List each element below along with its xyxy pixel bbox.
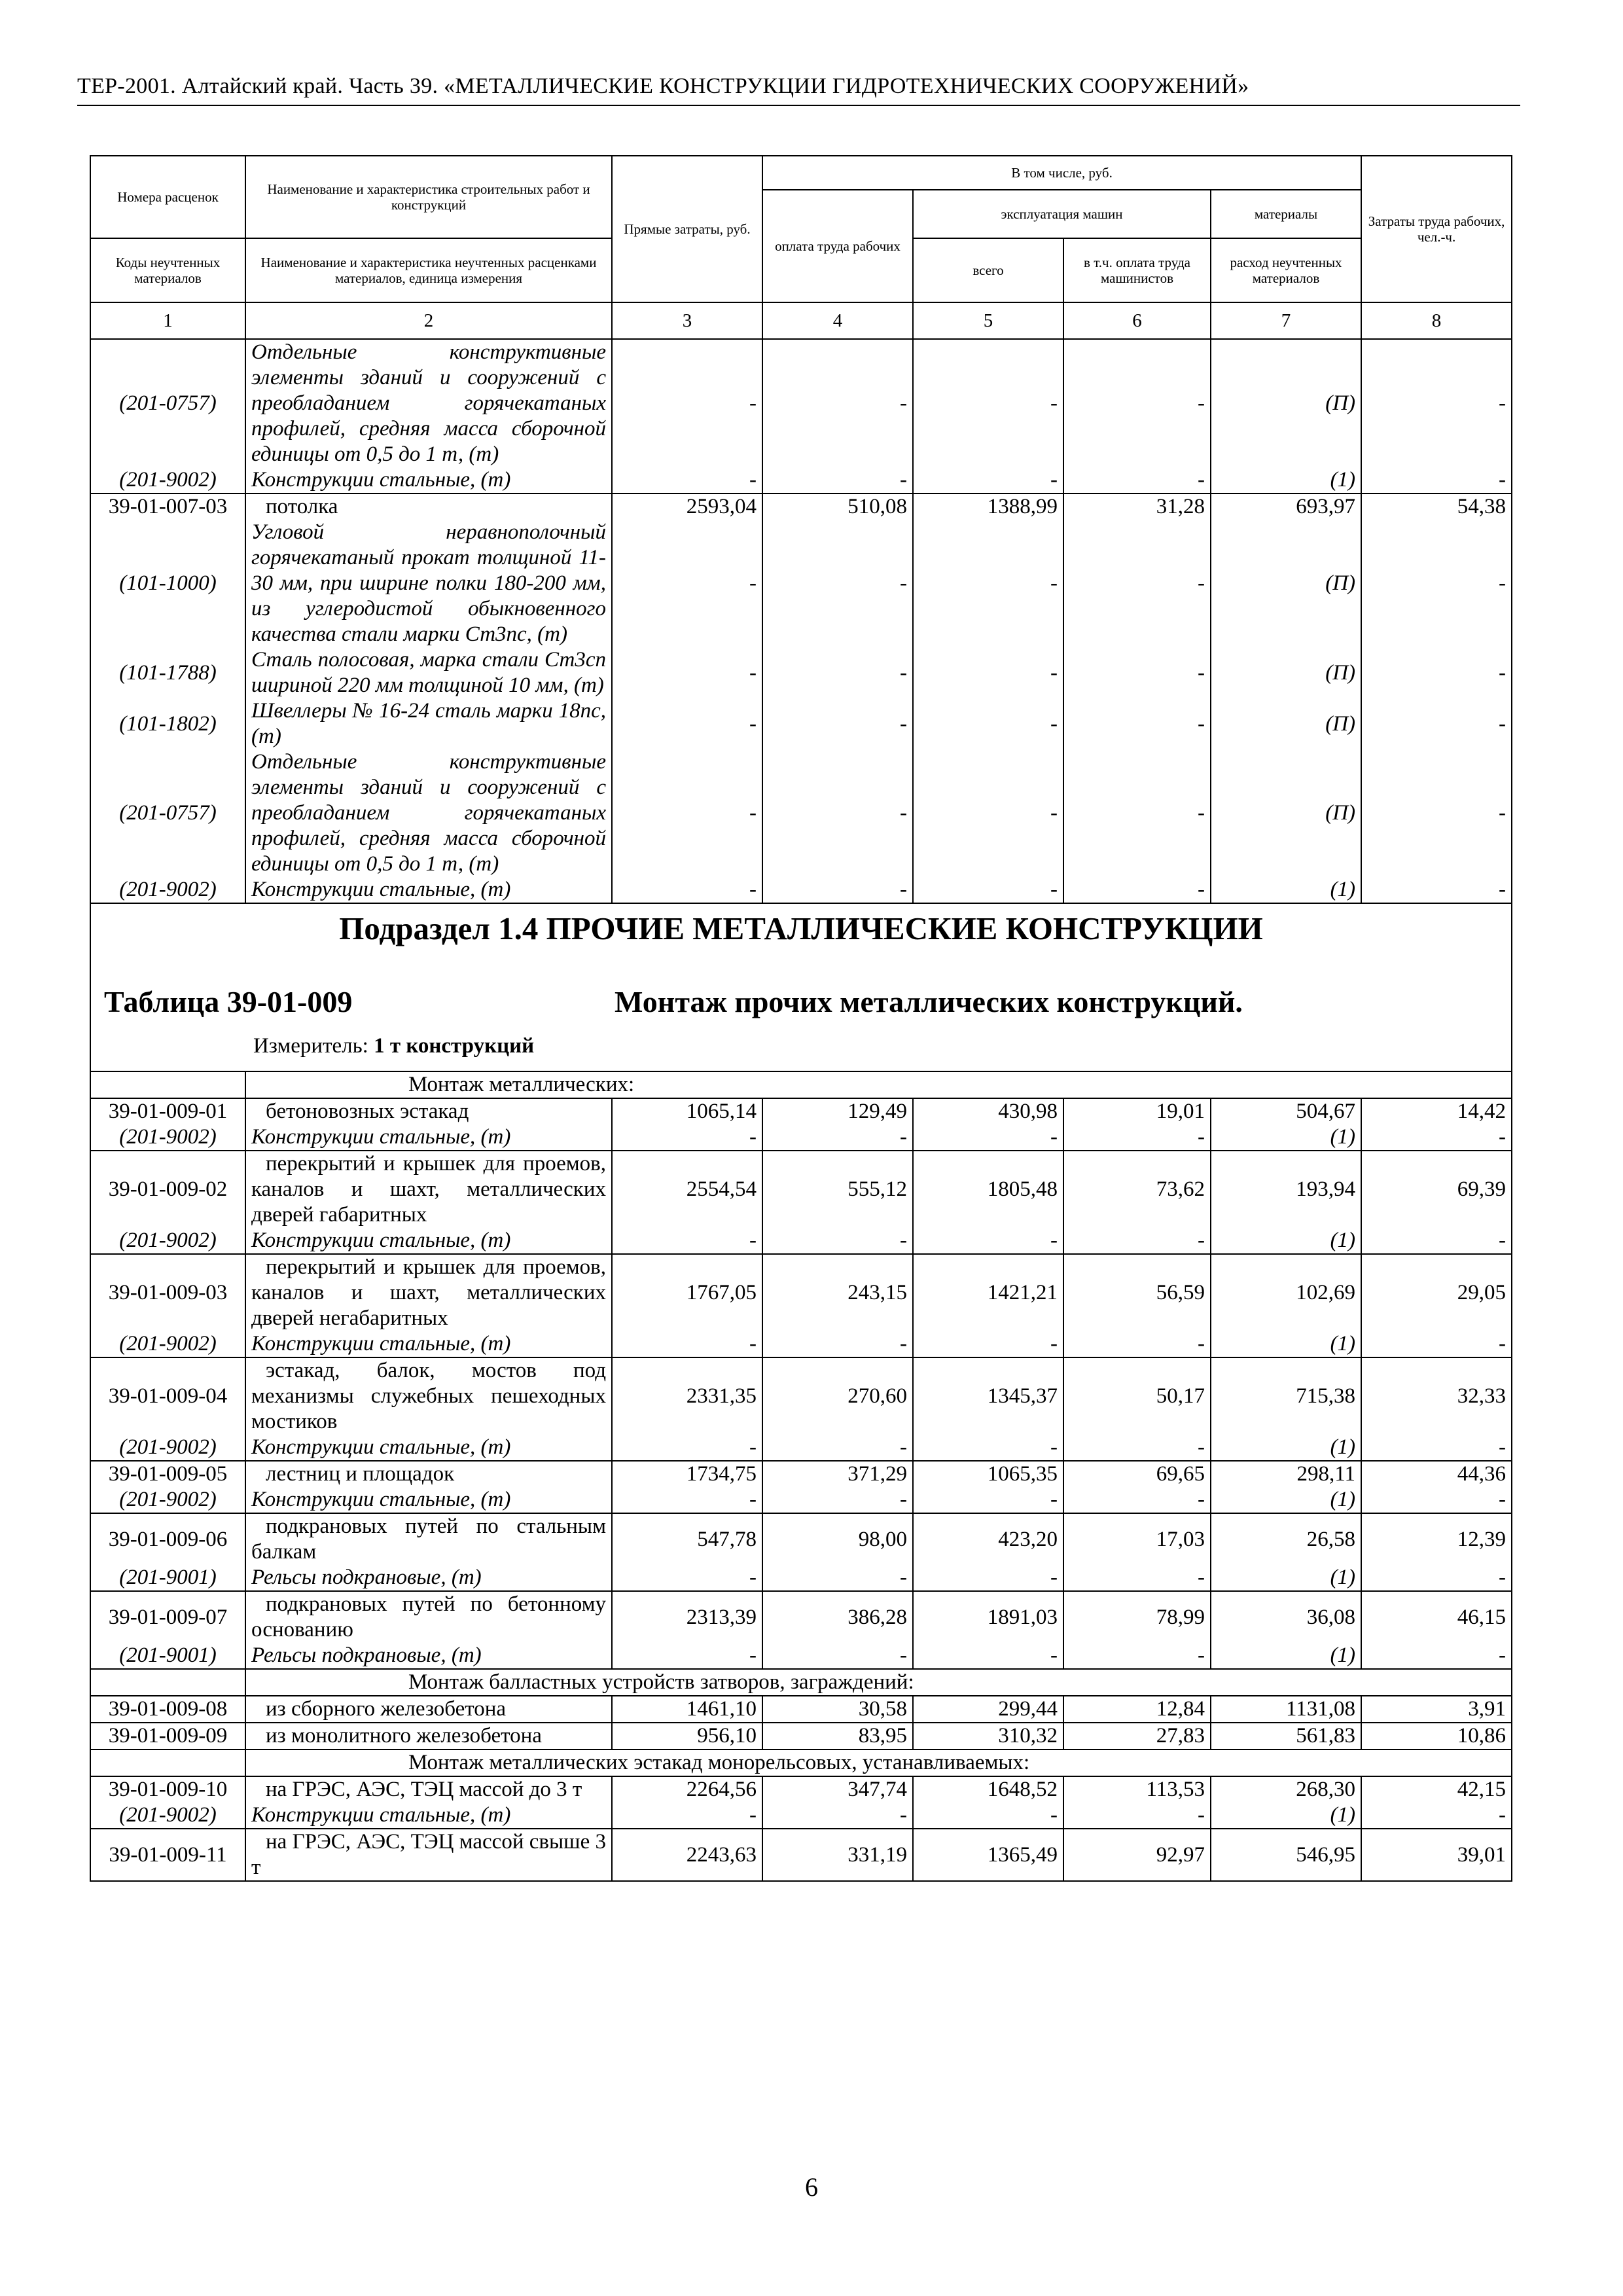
- value-cell: -: [612, 520, 762, 647]
- col-direct: Прямые затраты, руб.: [612, 156, 762, 302]
- table-header: [90, 156, 1512, 339]
- material-code: (201-9001): [90, 1565, 245, 1591]
- group-spacer: [90, 1071, 245, 1098]
- value-cell: 430,98: [913, 1098, 1063, 1124]
- material-name: Швеллеры № 16-24 сталь марки 18пс, (т): [245, 698, 612, 749]
- value-cell: -: [1063, 1565, 1211, 1591]
- rate-code: 39-01-009-03: [90, 1254, 245, 1331]
- col-code-bottom: Коды неучтенных материалов: [90, 238, 245, 302]
- rate-code: 39-01-009-04: [90, 1357, 245, 1435]
- value-cell: -: [1361, 1331, 1512, 1357]
- rate-code: 39-01-009-07: [90, 1591, 245, 1643]
- value-cell: 69,39: [1361, 1151, 1512, 1228]
- table-body-top: [90, 339, 1512, 903]
- value-cell: 44,36: [1361, 1461, 1512, 1487]
- value-cell: 3,91: [1361, 1696, 1512, 1723]
- value-cell: -: [1361, 698, 1512, 749]
- value-cell: -: [1063, 1331, 1211, 1357]
- value-cell: 510,08: [762, 493, 913, 520]
- rate-row: [90, 1829, 1512, 1881]
- rate-row: [90, 1776, 1512, 1803]
- rate-row: [90, 1098, 1512, 1124]
- group-heading-row: [90, 1071, 1512, 1098]
- work-name: перекрытий и крышек для проемов, каналов и шахт, металлических дверей негабаритных: [245, 1254, 612, 1331]
- value-cell: 331,19: [762, 1829, 913, 1881]
- value-cell: -: [1361, 339, 1512, 467]
- resource-row: [90, 647, 1512, 698]
- value-cell: -: [612, 877, 762, 903]
- value-cell: 26,58: [1211, 1513, 1361, 1565]
- col-name-top: Наименование и характеристика строительных работ и конструкций: [245, 156, 612, 238]
- material-code: (201-0757): [90, 749, 245, 877]
- value-cell: -: [1361, 1643, 1512, 1669]
- material-name: Конструкции стальные, (т): [245, 1803, 612, 1829]
- resource-row: [90, 467, 1512, 493]
- col-number: 8: [1361, 302, 1512, 339]
- value-cell: 423,20: [913, 1513, 1063, 1565]
- value-cell: -: [1361, 1487, 1512, 1513]
- value-cell: (1): [1211, 1565, 1361, 1591]
- value-cell: 547,78: [612, 1513, 762, 1565]
- rate-code: 39-01-009-02: [90, 1151, 245, 1228]
- value-cell: 1734,75: [612, 1461, 762, 1487]
- value-cell: -: [612, 467, 762, 493]
- value-cell: -: [1361, 1565, 1512, 1591]
- value-cell: 31,28: [1063, 493, 1211, 520]
- subsection-title: Подраздел 1.4 ПРОЧИЕ МЕТАЛЛИЧЕСКИЕ КОНСТРУКЦИИ: [339, 910, 1263, 946]
- value-cell: -: [913, 1435, 1063, 1461]
- value-cell: 243,15: [762, 1254, 913, 1331]
- value-cell: 39,01: [1361, 1829, 1512, 1881]
- material-name: Рельсы подкрановые, (т): [245, 1643, 612, 1669]
- material-code: (201-9002): [90, 1124, 245, 1151]
- value-cell: 956,10: [612, 1723, 762, 1749]
- value-cell: 268,30: [1211, 1776, 1361, 1803]
- work-name: из монолитного железобетона: [245, 1723, 612, 1749]
- material-code: (201-9002): [90, 877, 245, 903]
- value-cell: 102,69: [1211, 1254, 1361, 1331]
- meter-label: Измеритель:: [253, 1034, 368, 1058]
- value-cell: (П): [1211, 339, 1361, 467]
- value-cell: 83,95: [762, 1723, 913, 1749]
- value-cell: 386,28: [762, 1591, 913, 1643]
- value-cell: 1365,49: [913, 1829, 1063, 1881]
- value-cell: 1767,05: [612, 1254, 762, 1331]
- value-cell: 555,12: [762, 1151, 913, 1228]
- rate-code: 39-01-009-09: [90, 1723, 245, 1749]
- value-cell: 14,42: [1361, 1098, 1512, 1124]
- value-cell: 2264,56: [612, 1776, 762, 1803]
- col-machines-total: всего: [913, 238, 1063, 302]
- value-cell: 715,38: [1211, 1357, 1361, 1435]
- col-number: 4: [762, 302, 913, 339]
- value-cell: 1421,21: [913, 1254, 1063, 1331]
- rate-code: 39-01-009-05: [90, 1461, 245, 1487]
- rate-row: [90, 1591, 1512, 1643]
- value-cell: 2593,04: [612, 493, 762, 520]
- value-cell: 1648,52: [913, 1776, 1063, 1803]
- value-cell: 29,05: [1361, 1254, 1512, 1331]
- value-cell: 73,62: [1063, 1151, 1211, 1228]
- work-name: на ГРЭС, АЭС, ТЭЦ массой свыше 3 т: [245, 1829, 612, 1881]
- rate-row: [90, 1151, 1512, 1228]
- value-cell: (1): [1211, 1228, 1361, 1254]
- value-cell: (П): [1211, 698, 1361, 749]
- value-cell: 42,15: [1361, 1776, 1512, 1803]
- col-materials-expense: расход неучтенных материалов: [1211, 238, 1361, 302]
- value-cell: -: [1361, 749, 1512, 877]
- col-machines: эксплуатация машин: [913, 190, 1211, 238]
- value-cell: -: [1361, 520, 1512, 647]
- value-cell: -: [1361, 1435, 1512, 1461]
- value-cell: 113,53: [1063, 1776, 1211, 1803]
- value-cell: -: [913, 1803, 1063, 1829]
- value-cell: -: [612, 1643, 762, 1669]
- rate-code: 39-01-009-01: [90, 1098, 245, 1124]
- resource-row: [90, 520, 1512, 647]
- value-cell: -: [913, 520, 1063, 647]
- value-cell: -: [762, 467, 913, 493]
- col-materials: материалы: [1211, 190, 1361, 238]
- resource-row: [90, 1124, 1512, 1151]
- meter-line: [253, 1033, 534, 1059]
- value-cell: -: [913, 647, 1063, 698]
- value-cell: -: [1361, 1803, 1512, 1829]
- value-cell: -: [1063, 1803, 1211, 1829]
- value-cell: 92,97: [1063, 1829, 1211, 1881]
- value-cell: 27,83: [1063, 1723, 1211, 1749]
- value-cell: -: [762, 1228, 913, 1254]
- value-cell: 2554,54: [612, 1151, 762, 1228]
- group-heading: Монтаж балластных устройств затворов, заграждений:: [245, 1669, 1512, 1696]
- value-cell: -: [1063, 520, 1211, 647]
- work-name: бетоновозных эстакад: [245, 1098, 612, 1124]
- value-cell: -: [1063, 1228, 1211, 1254]
- rate-code: 39-01-007-03: [90, 493, 245, 520]
- rate-row: [90, 1254, 1512, 1331]
- value-cell: -: [913, 467, 1063, 493]
- resource-row: [90, 877, 1512, 903]
- value-cell: 56,59: [1063, 1254, 1211, 1331]
- value-cell: -: [612, 647, 762, 698]
- value-cell: (1): [1211, 1331, 1361, 1357]
- rate-code: 39-01-009-10: [90, 1776, 245, 1803]
- value-cell: (1): [1211, 1435, 1361, 1461]
- rate-row: [90, 1723, 1512, 1749]
- value-cell: 270,60: [762, 1357, 913, 1435]
- resource-row: [90, 1803, 1512, 1829]
- value-cell: (1): [1211, 467, 1361, 493]
- value-cell: -: [762, 877, 913, 903]
- resource-row: [90, 1228, 1512, 1254]
- value-cell: -: [1063, 877, 1211, 903]
- value-cell: 2313,39: [612, 1591, 762, 1643]
- section-block: [90, 903, 1512, 1071]
- value-cell: 1065,14: [612, 1098, 762, 1124]
- value-cell: 193,94: [1211, 1151, 1361, 1228]
- value-cell: -: [1063, 1643, 1211, 1669]
- col-machines-labor: в т.ч. оплата труда машинистов: [1063, 238, 1211, 302]
- material-name: Конструкции стальные, (т): [245, 1228, 612, 1254]
- col-labor-pay: оплата труда рабочих: [762, 190, 913, 302]
- value-cell: -: [612, 1228, 762, 1254]
- value-cell: (1): [1211, 877, 1361, 903]
- work-name: лестниц и площадок: [245, 1461, 612, 1487]
- material-code: (201-9001): [90, 1643, 245, 1669]
- value-cell: -: [762, 1331, 913, 1357]
- value-cell: -: [1063, 1435, 1211, 1461]
- value-cell: 98,00: [762, 1513, 913, 1565]
- resource-row: [90, 1435, 1512, 1461]
- value-cell: -: [1063, 1487, 1211, 1513]
- col-name-bottom: Наименование и характеристика неучтенных расценками материалов, единица измерения: [245, 238, 612, 302]
- material-name: Конструкции стальные, (т): [245, 1487, 612, 1513]
- col-number: 6: [1063, 302, 1211, 339]
- group-heading-row: [90, 1669, 1512, 1696]
- value-cell: 69,65: [1063, 1461, 1211, 1487]
- value-cell: -: [762, 1435, 913, 1461]
- value-cell: -: [913, 1487, 1063, 1513]
- col-labor-cost: Затраты труда рабочих, чел.-ч.: [1361, 156, 1512, 302]
- work-name: эстакад, балок, мостов под механизмы служебных пешеходных мостиков: [245, 1357, 612, 1435]
- table-title: Монтаж прочих металлических конструкций.: [615, 985, 1243, 1018]
- material-code: (101-1788): [90, 647, 245, 698]
- value-cell: -: [762, 749, 913, 877]
- value-cell: -: [913, 339, 1063, 467]
- group-heading: Монтаж металлических:: [245, 1071, 1512, 1098]
- resource-row: [90, 1565, 1512, 1591]
- value-cell: 1461,10: [612, 1696, 762, 1723]
- material-name: Конструкции стальные, (т): [245, 1124, 612, 1151]
- value-cell: 561,83: [1211, 1723, 1361, 1749]
- value-cell: 78,99: [1063, 1591, 1211, 1643]
- value-cell: (1): [1211, 1487, 1361, 1513]
- value-cell: -: [612, 1435, 762, 1461]
- value-cell: (1): [1211, 1643, 1361, 1669]
- rate-row: [90, 1513, 1512, 1565]
- resource-row: [90, 1643, 1512, 1669]
- value-cell: -: [762, 647, 913, 698]
- value-cell: -: [913, 749, 1063, 877]
- material-code: (201-9002): [90, 1803, 245, 1829]
- value-cell: -: [612, 1487, 762, 1513]
- col-number: 5: [913, 302, 1063, 339]
- value-cell: 1891,03: [913, 1591, 1063, 1643]
- rate-code: 39-01-009-11: [90, 1829, 245, 1881]
- col-code-top: Номера расценок: [90, 156, 245, 238]
- value-cell: 693,97: [1211, 493, 1361, 520]
- group-heading: Монтаж металлических эстакад монорельсовых, устанавливаемых:: [245, 1749, 1512, 1776]
- value-cell: 2331,35: [612, 1357, 762, 1435]
- value-cell: 546,95: [1211, 1829, 1361, 1881]
- material-code: (201-9002): [90, 1331, 245, 1357]
- rates-table: [90, 155, 1512, 1882]
- value-cell: -: [1063, 467, 1211, 493]
- group-heading-row: [90, 1749, 1512, 1776]
- group-spacer: [90, 1749, 245, 1776]
- value-cell: 129,49: [762, 1098, 913, 1124]
- page-number: 6: [805, 2172, 818, 2202]
- work-name: подкрановых путей по стальным балкам: [245, 1513, 612, 1565]
- material-name: Конструкции стальные, (т): [245, 1331, 612, 1357]
- group-spacer: [90, 1669, 245, 1696]
- work-name: на ГРЭС, АЭС, ТЭЦ массой до 3 т: [245, 1776, 612, 1803]
- material-name: Конструкции стальные, (т): [245, 467, 612, 493]
- value-cell: -: [612, 339, 762, 467]
- value-cell: 50,17: [1063, 1357, 1211, 1435]
- material-name: Угловой неравнополочный горячекатаный прокат толщиной 11-30 мм, при ширине полки 180-200 мм, из углеродистой обыкновенного качества стали марки Ст3пс, (т): [245, 520, 612, 647]
- work-name: перекрытий и крышек для проемов, каналов и шахт, металлических дверей габаритных: [245, 1151, 612, 1228]
- value-cell: -: [1361, 467, 1512, 493]
- value-cell: -: [913, 1331, 1063, 1357]
- value-cell: -: [1063, 339, 1211, 467]
- value-cell: 32,33: [1361, 1357, 1512, 1435]
- resource-row: [90, 339, 1512, 467]
- value-cell: 1805,48: [913, 1151, 1063, 1228]
- value-cell: -: [1361, 647, 1512, 698]
- value-cell: (П): [1211, 749, 1361, 877]
- value-cell: (П): [1211, 647, 1361, 698]
- meter-value: 1 т конструкций: [374, 1034, 535, 1058]
- value-cell: 1345,37: [913, 1357, 1063, 1435]
- value-cell: -: [913, 698, 1063, 749]
- value-cell: 10,86: [1361, 1723, 1512, 1749]
- value-cell: -: [612, 1803, 762, 1829]
- value-cell: -: [612, 698, 762, 749]
- resource-row: [90, 1487, 1512, 1513]
- material-name: Отдельные конструктивные элементы зданий и сооружений с преобладанием горячекатаных профилей, средняя масса сборочной единицы от 0,5 до 1 т, (т): [245, 339, 612, 467]
- material-code: (201-9002): [90, 1228, 245, 1254]
- material-code: (201-9002): [90, 467, 245, 493]
- value-cell: -: [612, 1565, 762, 1591]
- value-cell: -: [913, 1124, 1063, 1151]
- material-name: Конструкции стальные, (т): [245, 1435, 612, 1461]
- value-cell: 299,44: [913, 1696, 1063, 1723]
- work-name: подкрановых путей по бетонному основанию: [245, 1591, 612, 1643]
- table-body-bottom: [90, 1071, 1512, 1881]
- value-cell: -: [1361, 1228, 1512, 1254]
- material-code: (101-1802): [90, 698, 245, 749]
- value-cell: -: [762, 1643, 913, 1669]
- value-cell: 30,58: [762, 1696, 913, 1723]
- rate-code: 39-01-009-08: [90, 1696, 245, 1723]
- material-name: Отдельные конструктивные элементы зданий и сооружений с преобладанием горячекатаных профилей, средняя масса сборочной единицы от 0,5 до 1 т, (т): [245, 749, 612, 877]
- value-cell: -: [762, 1124, 913, 1151]
- value-cell: -: [762, 520, 913, 647]
- col-number: 7: [1211, 302, 1361, 339]
- table-number: Таблица 39-01-009: [104, 985, 353, 1018]
- value-cell: 46,15: [1361, 1591, 1512, 1643]
- rate-row: [90, 1461, 1512, 1487]
- work-name: из сборного железобетона: [245, 1696, 612, 1723]
- running-header: ТЕР-2001. Алтайский край. Часть 39. «МЕТАЛЛИЧЕСКИЕ КОНСТРУКЦИИ ГИДРОТЕХНИЧЕСКИХ СООРУЖЕНИЙ»: [77, 73, 1520, 106]
- value-cell: -: [762, 339, 913, 467]
- value-cell: 1388,99: [913, 493, 1063, 520]
- material-code: (201-9002): [90, 1435, 245, 1461]
- value-cell: -: [762, 698, 913, 749]
- rate-code: 39-01-009-06: [90, 1513, 245, 1565]
- value-cell: -: [612, 1124, 762, 1151]
- value-cell: -: [1063, 749, 1211, 877]
- value-cell: (1): [1211, 1803, 1361, 1829]
- rate-row: [90, 1696, 1512, 1723]
- resource-row: [90, 698, 1512, 749]
- value-cell: 12,84: [1063, 1696, 1211, 1723]
- value-cell: 12,39: [1361, 1513, 1512, 1565]
- value-cell: -: [1063, 698, 1211, 749]
- rate-row: [90, 493, 1512, 520]
- value-cell: (П): [1211, 520, 1361, 647]
- material-code: (201-9002): [90, 1487, 245, 1513]
- value-cell: 19,01: [1063, 1098, 1211, 1124]
- value-cell: 17,03: [1063, 1513, 1211, 1565]
- value-cell: -: [762, 1803, 913, 1829]
- value-cell: -: [913, 1643, 1063, 1669]
- value-cell: 298,11: [1211, 1461, 1361, 1487]
- value-cell: -: [1063, 1124, 1211, 1151]
- column-numbers-row: [90, 302, 1512, 339]
- value-cell: 36,08: [1211, 1591, 1361, 1643]
- value-cell: -: [913, 1228, 1063, 1254]
- material-code: (201-0757): [90, 339, 245, 467]
- col-including: В том числе, руб.: [762, 156, 1361, 190]
- value-cell: 2243,63: [612, 1829, 762, 1881]
- rate-row: [90, 1357, 1512, 1435]
- value-cell: -: [612, 749, 762, 877]
- material-code: (101-1000): [90, 520, 245, 647]
- material-name: Рельсы подкрановые, (т): [245, 1565, 612, 1591]
- value-cell: 504,67: [1211, 1098, 1361, 1124]
- value-cell: -: [913, 1565, 1063, 1591]
- value-cell: -: [612, 1331, 762, 1357]
- value-cell: 54,38: [1361, 493, 1512, 520]
- value-cell: 310,32: [913, 1723, 1063, 1749]
- work-name: потолка: [245, 493, 612, 520]
- value-cell: 1065,35: [913, 1461, 1063, 1487]
- value-cell: -: [913, 877, 1063, 903]
- value-cell: 347,74: [762, 1776, 913, 1803]
- col-number: 1: [90, 302, 245, 339]
- col-number: 2: [245, 302, 612, 339]
- value-cell: -: [1361, 877, 1512, 903]
- resource-row: [90, 1331, 1512, 1357]
- material-name: Конструкции стальные, (т): [245, 877, 612, 903]
- resource-row: [90, 749, 1512, 877]
- material-name: Сталь полосовая, марка стали Ст3сп шириной 220 мм толщиной 10 мм, (т): [245, 647, 612, 698]
- value-cell: (1): [1211, 1124, 1361, 1151]
- value-cell: 1131,08: [1211, 1696, 1361, 1723]
- col-number: 3: [612, 302, 762, 339]
- value-cell: -: [1063, 647, 1211, 698]
- value-cell: -: [762, 1487, 913, 1513]
- value-cell: -: [762, 1565, 913, 1591]
- value-cell: 371,29: [762, 1461, 913, 1487]
- value-cell: -: [1361, 1124, 1512, 1151]
